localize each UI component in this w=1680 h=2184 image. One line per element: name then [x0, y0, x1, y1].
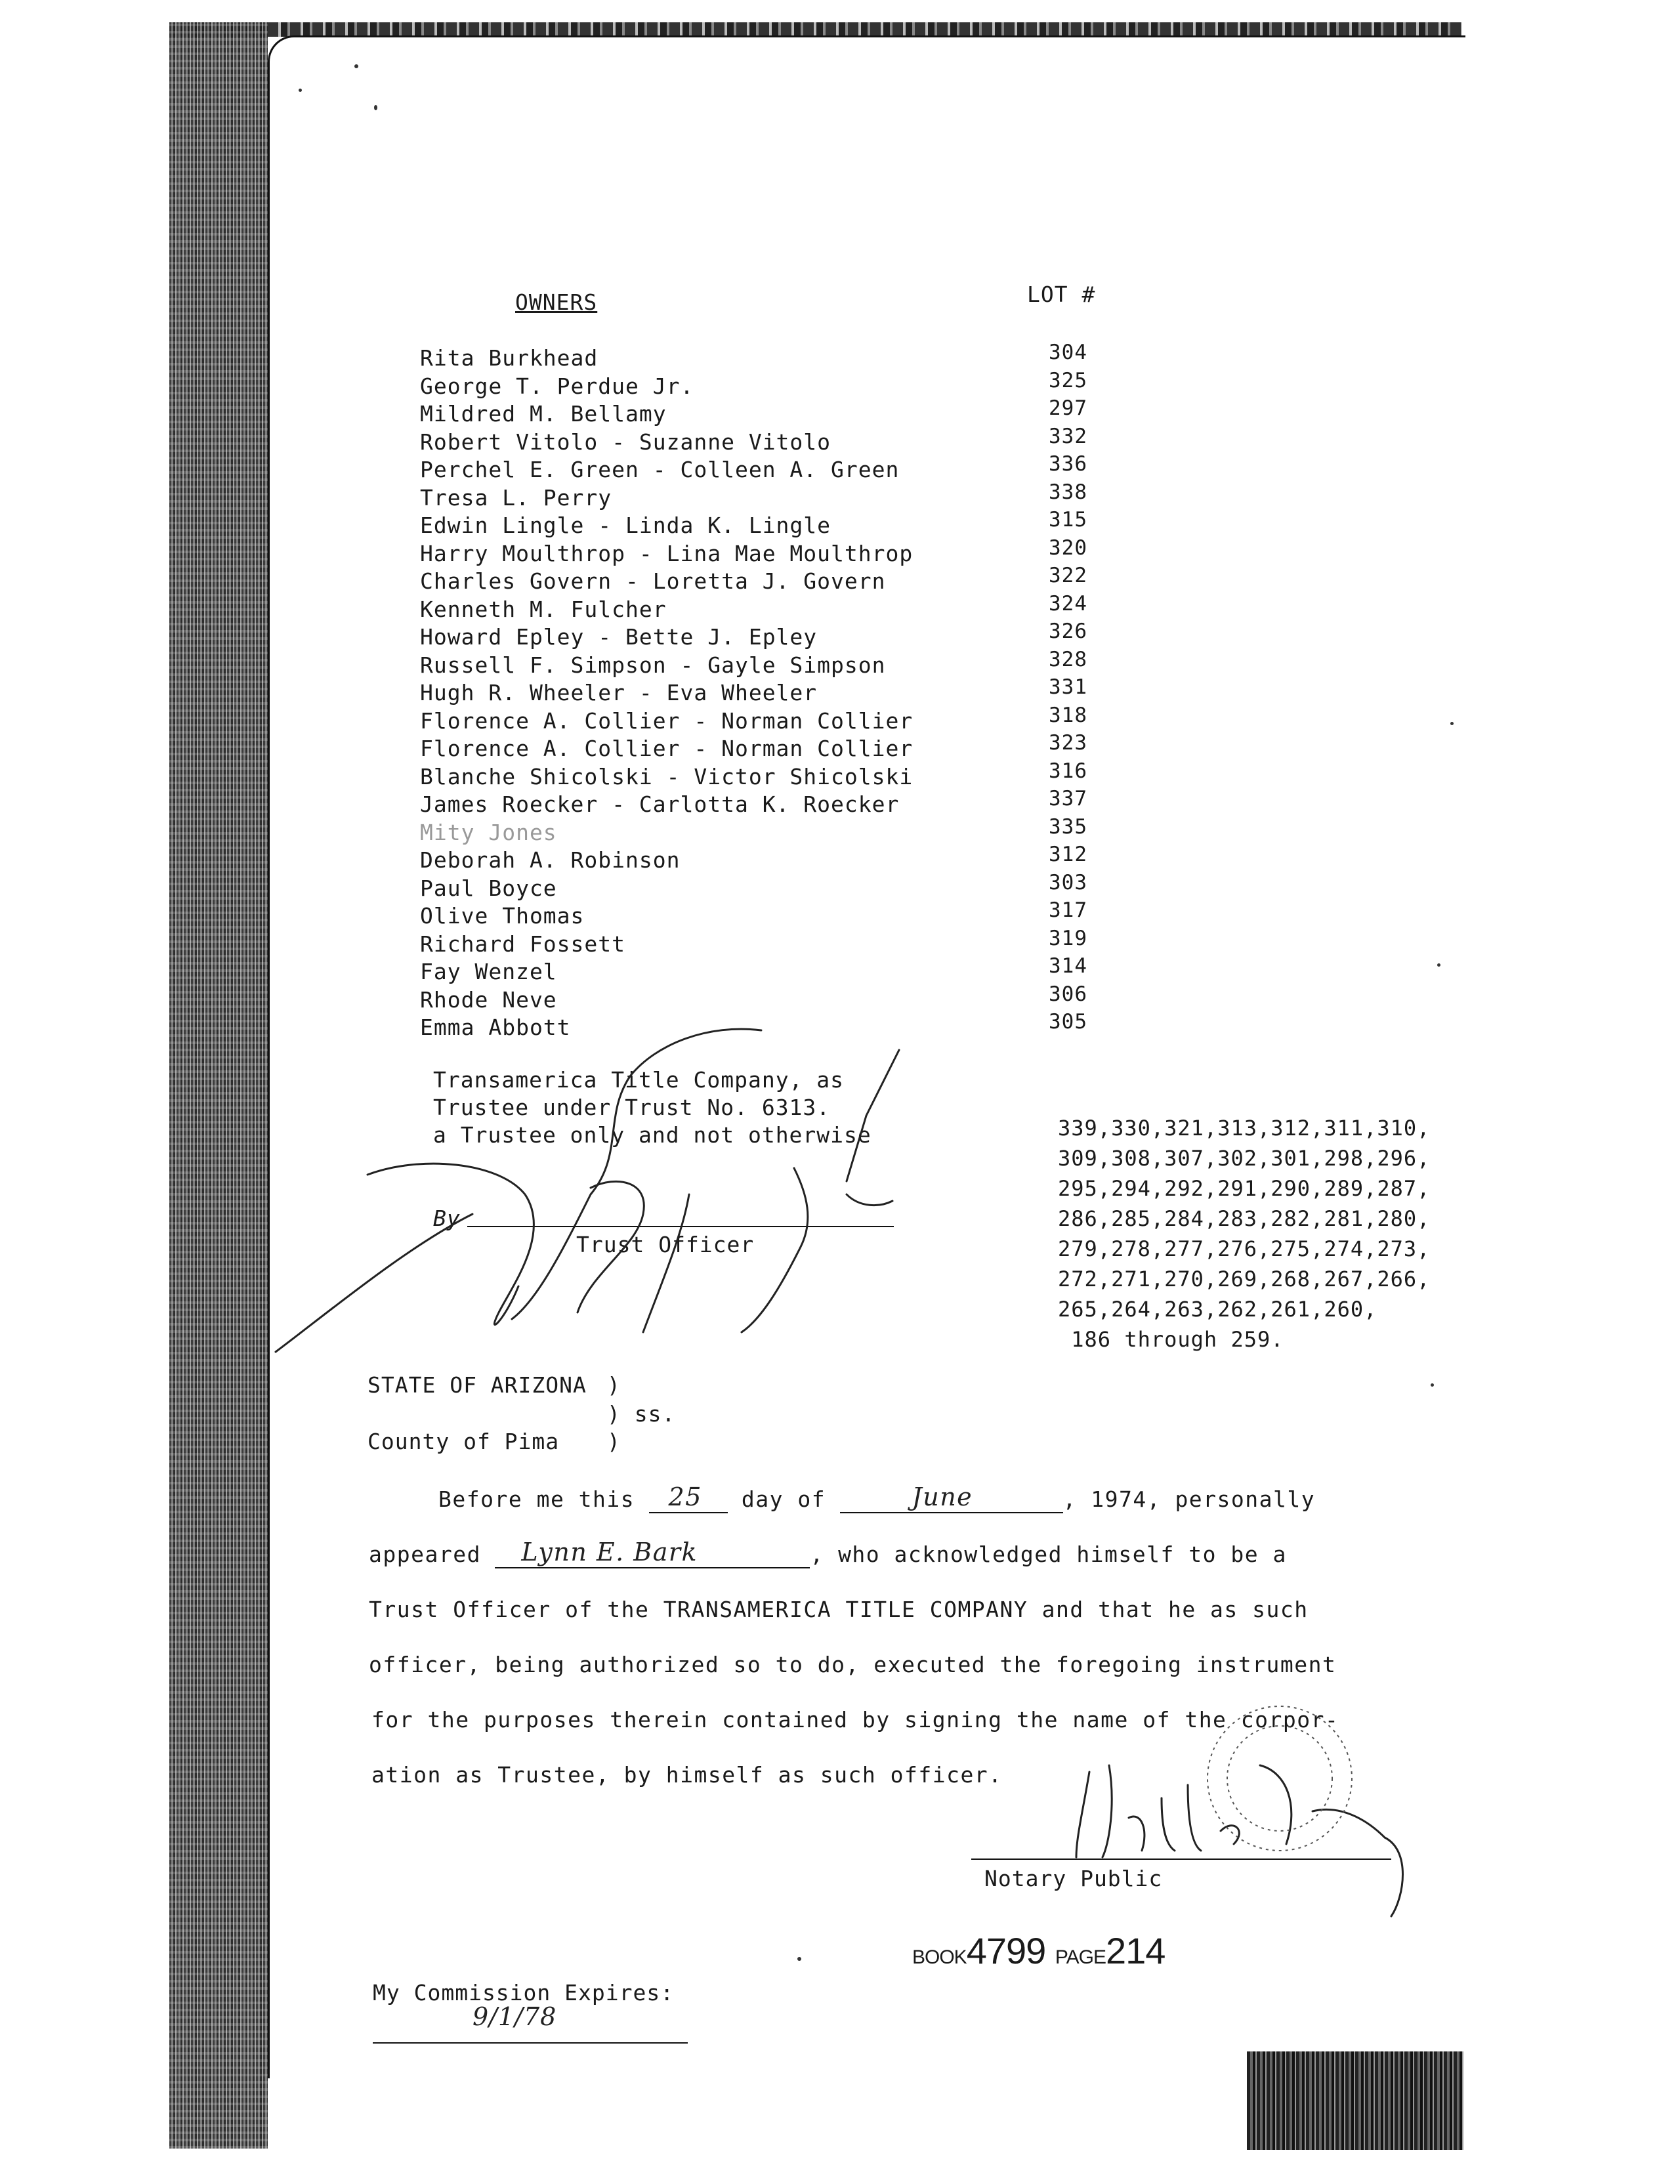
lot-header: LOT #	[1027, 282, 1096, 307]
owner-name: George T. Perdue Jr.	[420, 373, 694, 399]
owner-name: Mity Jones	[420, 819, 557, 845]
trustee-lots-line: 265,264,263,262,261,260,	[1058, 1297, 1377, 1322]
lot-number: 304	[1049, 341, 1087, 364]
lot-number: 331	[1049, 675, 1087, 699]
ack-text: appeared	[369, 1542, 481, 1567]
owner-name: Hugh R. Wheeler - Eva Wheeler	[420, 680, 818, 705]
lot-number: 335	[1049, 814, 1087, 839]
owner-name: Harry Moulthrop - Lina Mae Moulthrop	[420, 540, 914, 566]
lot-number: 317	[1049, 898, 1087, 922]
lot-number: 323	[1049, 731, 1087, 755]
lot-number: 312	[1049, 843, 1087, 866]
trustee-lots-line: 295,294,292,291,290,289,287,	[1058, 1176, 1431, 1201]
appeared-name-value: Lynn E. Bark	[521, 1538, 698, 1566]
owner-name: Rita Burkhead	[420, 345, 598, 371]
by-label: By	[433, 1206, 461, 1231]
trustee-lots-line: 339,330,321,313,312,311,310,	[1058, 1116, 1431, 1141]
venue-ss-text: ss.	[634, 1401, 676, 1427]
month-value: June	[912, 1482, 973, 1511]
trustee-lots-line: 286,285,284,283,282,281,280,	[1058, 1206, 1431, 1231]
trustee-line: Transamerica Title Company, as	[433, 1067, 845, 1093]
trustee-lots-line: 272,271,270,269,268,267,266,	[1058, 1267, 1431, 1292]
lot-number: 316	[1049, 759, 1087, 783]
owner-name: Charles Govern - Loretta J. Govern	[420, 568, 886, 594]
trustee-lots-line: 279,278,277,276,275,274,273,	[1058, 1236, 1431, 1261]
lot-number: 336	[1049, 452, 1087, 476]
lot-number: 305	[1049, 1010, 1087, 1034]
lot-number: 322	[1049, 564, 1087, 587]
lot-number: 338	[1049, 480, 1087, 504]
owner-name: Robert Vitolo - Suzanne Vitolo	[420, 429, 831, 455]
day-value: 25	[668, 1482, 702, 1511]
venue-state: STATE OF ARIZONA	[368, 1372, 587, 1398]
page-number: 214	[1105, 1930, 1166, 1971]
owner-name: Howard Epley - Bette J. Epley	[420, 624, 818, 650]
lot-number: 325	[1049, 368, 1087, 392]
lot-number: 337	[1049, 787, 1087, 810]
owner-name: Deborah A. Robinson	[420, 847, 681, 873]
owner-name: Russell F. Simpson - Gayle Simpson	[420, 652, 886, 678]
book-number: 4799	[966, 1930, 1046, 1971]
owner-name: Olive Thomas	[420, 903, 585, 929]
owner-name: Edwin Lingle - Linda K. Lingle	[420, 513, 831, 538]
ack-line-3: Trust Officer of the TRANSAMERICA TITLE COMPANY and that he as such	[369, 1597, 1309, 1622]
book-label: BOOK	[912, 1946, 967, 1968]
owner-name: Emma Abbott	[420, 1015, 571, 1040]
venue-brace: )	[607, 1372, 621, 1398]
trustee-line: Trustee under Trust No. 6313.	[433, 1095, 831, 1120]
trustee-lots-line: 186 through 259.	[1058, 1327, 1284, 1352]
lot-number: 318	[1049, 703, 1087, 727]
owner-name: Blanche Shicolski - Victor Shicolski	[420, 763, 914, 789]
trustee-line: a Trustee only and not otherwise	[433, 1122, 872, 1148]
owner-name: Perchel E. Green - Colleen A. Green	[420, 457, 900, 482]
owner-name: Tresa L. Perry	[420, 484, 612, 511]
lot-number: 332	[1049, 424, 1087, 448]
venue-brace: )	[607, 1401, 621, 1427]
page-label: PAGE	[1055, 1946, 1106, 1968]
lot-number: 297	[1049, 396, 1087, 420]
notary-signature	[1076, 1765, 1403, 1916]
owner-name: Rhode Neve	[420, 986, 557, 1013]
lot-number: 306	[1049, 982, 1087, 1006]
owner-name: Mildred M. Bellamy	[420, 401, 667, 427]
ack-line-6: ation as Trustee, by himself as such officer.	[371, 1762, 1003, 1788]
owner-name: Paul Boyce	[420, 875, 557, 901]
lot-number: 320	[1049, 536, 1087, 560]
venue-brace: )	[607, 1429, 621, 1454]
ack-line-5: for the purposes therein contained by signing the name of the corpor-	[371, 1707, 1339, 1732]
lot-number: 319	[1049, 926, 1087, 950]
owners-header: OWNERS	[515, 289, 598, 315]
lot-number: 315	[1049, 508, 1087, 532]
lot-number: 314	[1049, 954, 1087, 978]
commission-date: 9/1/78	[472, 2002, 557, 2031]
owner-name: Fay Wenzel	[420, 959, 557, 984]
owner-name: Richard Fossett	[420, 931, 626, 957]
trustee-lots-line: 309,308,307,302,301,298,296,	[1058, 1146, 1431, 1171]
ack-line-4: officer, being authorized so to do, executed the foregoing instrument	[369, 1652, 1337, 1677]
lot-number: 324	[1049, 591, 1087, 616]
ack-text: , 1974, personally	[1062, 1486, 1316, 1512]
owner-name: Kenneth M. Fulcher	[420, 596, 667, 622]
owner-name: James Roecker - Carlotta K. Roecker	[420, 791, 900, 817]
owner-name: Florence A. Collier - Norman Collier	[420, 736, 914, 761]
lot-number: 328	[1049, 647, 1087, 671]
trustee-signature	[276, 1029, 899, 1352]
ack-text: , who acknowledged himself to be a	[810, 1542, 1287, 1567]
venue-county: County of Pima	[368, 1429, 560, 1454]
lot-number: 326	[1049, 620, 1087, 643]
lot-number: 303	[1049, 870, 1087, 894]
trust-officer-label: Trust Officer	[576, 1232, 755, 1257]
ack-text: Before me this	[438, 1486, 635, 1512]
owner-name: Florence A. Collier - Norman Collier	[420, 707, 914, 734]
ack-text: day of	[741, 1486, 826, 1512]
commission-label: My Commission Expires:	[373, 1980, 675, 2006]
notary-public-label: Notary Public	[984, 1866, 1163, 1891]
